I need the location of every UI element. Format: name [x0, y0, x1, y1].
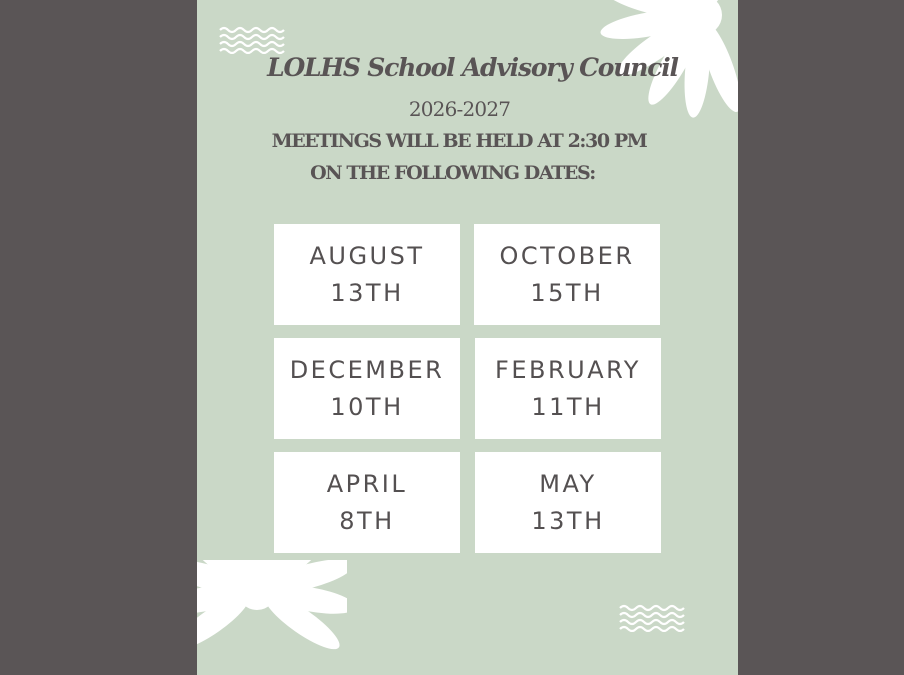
date-card-october — [474, 224, 660, 325]
date-month: FEBRUARY — [495, 355, 641, 384]
date-card-february — [475, 338, 661, 439]
date-day: 13TH — [531, 506, 605, 535]
flower-icon — [197, 560, 347, 675]
date-month: APRIL — [326, 469, 408, 498]
date-day: 15TH — [530, 278, 604, 307]
wave-icon — [619, 604, 685, 632]
date-day: 10TH — [330, 392, 404, 421]
school-year: 2026-2027 — [408, 97, 511, 121]
council-title: LOLHS School Advisory Council — [267, 53, 678, 82]
following-dates-line: ON THE FOLLOWING DATES: — [310, 162, 595, 184]
date-day: 13TH — [330, 278, 404, 307]
wave-icon — [219, 26, 285, 54]
date-card-december — [274, 338, 460, 439]
date-card-august — [274, 224, 460, 325]
date-day: 8TH — [339, 506, 395, 535]
meeting-time-line: MEETINGS WILL BE HELD AT 2:30 PM — [271, 130, 647, 152]
date-card-april — [274, 452, 460, 553]
date-day: 11TH — [531, 392, 605, 421]
poster — [197, 0, 738, 675]
date-month: DECEMBER — [289, 355, 445, 384]
date-month: OCTOBER — [499, 241, 635, 270]
date-month: AUGUST — [309, 241, 425, 270]
flower-icon — [582, 0, 738, 180]
date-card-may — [475, 452, 661, 553]
date-month: MAY — [539, 469, 597, 498]
